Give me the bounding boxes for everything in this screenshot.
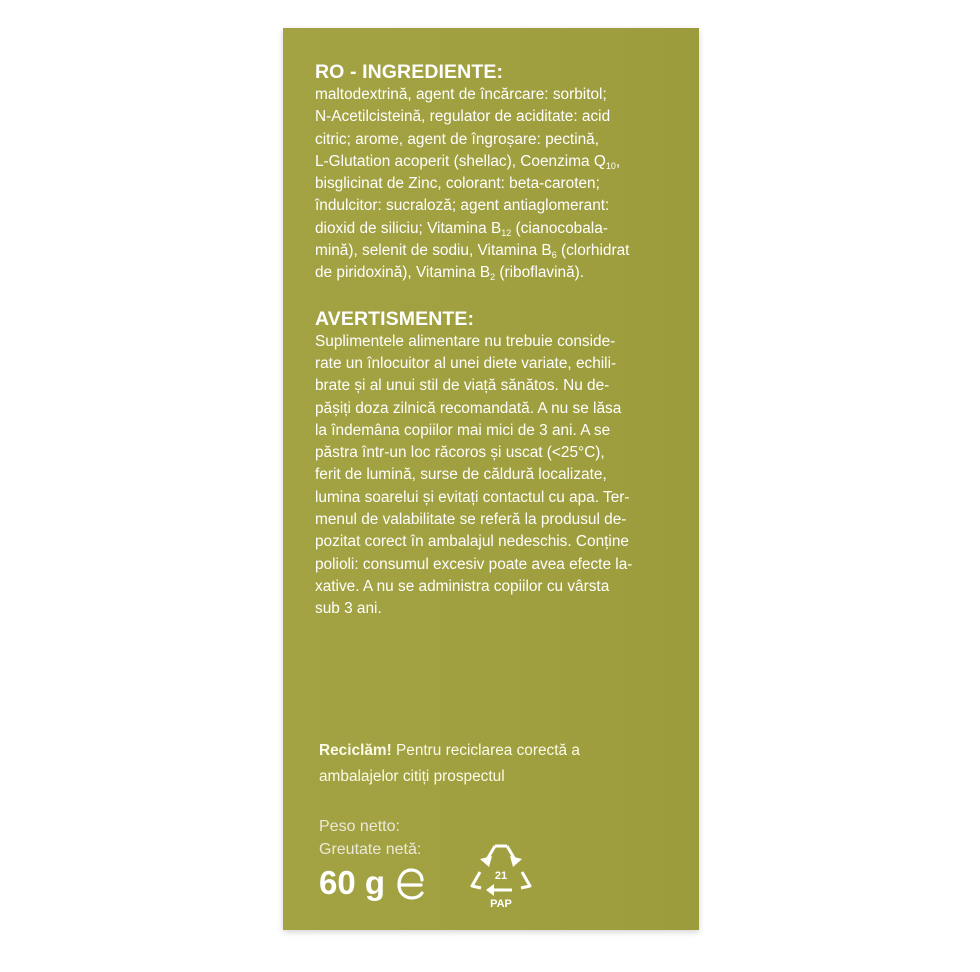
warnings-line: rate un înlocuitor al unei diete variate, echili- [315,354,617,372]
warnings-line: brate și al unui stil de viață sănătos. Nu de- [315,377,610,395]
ingredients-text [315,84,675,285]
ingredients-line-text: de piridoxină), Vitamina B [315,264,491,282]
warnings-line: păstra într-un loc răcoros și uscat (<25°C), [315,444,605,462]
warnings-line: polioli: consumul excesiv poate avea efecte la- [315,555,633,573]
net-weight-label-it: Peso netto: [319,818,400,835]
recycling-note-line2: ambalajelor citiți prospectul [319,768,505,785]
subscript-q10: 10 [605,160,616,171]
package-side-panel [283,28,699,930]
warnings-line: pășiți doza zilnică recomandată. A nu se lăsa [315,399,622,417]
ingredients-line-text: L-Glutation acoperit (shellac), Coenzima Q [315,152,606,170]
warnings-line: sub 3 ani. [315,600,382,618]
recycling-code: 21 [494,870,508,882]
ingredients-line-tail: (riboflavină). [495,264,585,282]
recycling-note-bold: Reciclăm! [319,742,392,759]
warnings-text [315,331,675,621]
recycling-triangle-icon [466,840,536,912]
ingredients-line: îndulcitor: sucraloză; agent antiaglomerant: [315,197,610,215]
ingredients-line [315,151,675,173]
ingredients-line-text: mină), selenit de sodiu, Vitamina B [315,242,552,260]
warnings-line: xative. A nu se administra copiilor cu vârsta [315,577,610,595]
ingredients-line [315,262,675,284]
ingredients-line: N-Acetilcisteină, regulator de aciditate: acid [315,108,611,126]
ingredients-line [315,240,675,262]
recycling-note [319,738,679,790]
subscript-b2: 2 [490,272,496,283]
recycling-note-text: Pentru reciclarea corectă a [391,742,580,759]
ingredients-line: maltodextrină, agent de încărcare: sorbitol; [315,86,607,103]
estimated-e-mark-icon [391,863,429,903]
subscript-b6: 6 [551,250,557,261]
net-weight-labels [319,815,421,861]
ingredients-line-text: dioxid de siliciu; Vitamina B [315,219,502,237]
subscript-b12: 12 [501,227,512,238]
label-text [315,60,675,621]
warnings-heading: AVERTISMENTE: [315,307,475,330]
ingredients-line-tail: (clorhidrat [556,242,630,260]
ingredients-line-tail: , [615,152,621,170]
ingredients-line: bisglicinat de Zinc, colorant: beta-caroten; [315,175,600,193]
warnings-line: Suplimentele alimentare nu trebuie conside- [315,332,616,350]
net-weight-label-ro: Greutate netă: [319,841,422,858]
ingredients-line: citric; arome, agent de îngroșare: pectină, [315,130,600,148]
recycling-material: PAP [490,898,512,910]
net-weight-value: 60 g [319,864,386,901]
ingredients-line [315,218,675,240]
warnings-line: la îndemâna copiilor mai mici de 3 ani. A se [315,421,611,439]
ingredients-line-tail: (cianocobala- [511,219,608,237]
warnings-line: menul de valabilitate se referă la produsul de- [315,511,627,529]
warnings-line: ferit de lumină, surse de căldură localizate, [315,466,607,484]
warnings-line: pozitat corect în ambalajul nedeschis. Conține [315,533,629,551]
warnings-line: lumina soarelui și evitați contactul cu apa. Ter- [315,488,630,506]
recycling-note-line1 [319,738,679,764]
ingredients-heading: RO - INGREDIENTE: [315,61,504,83]
net-weight [319,863,429,903]
